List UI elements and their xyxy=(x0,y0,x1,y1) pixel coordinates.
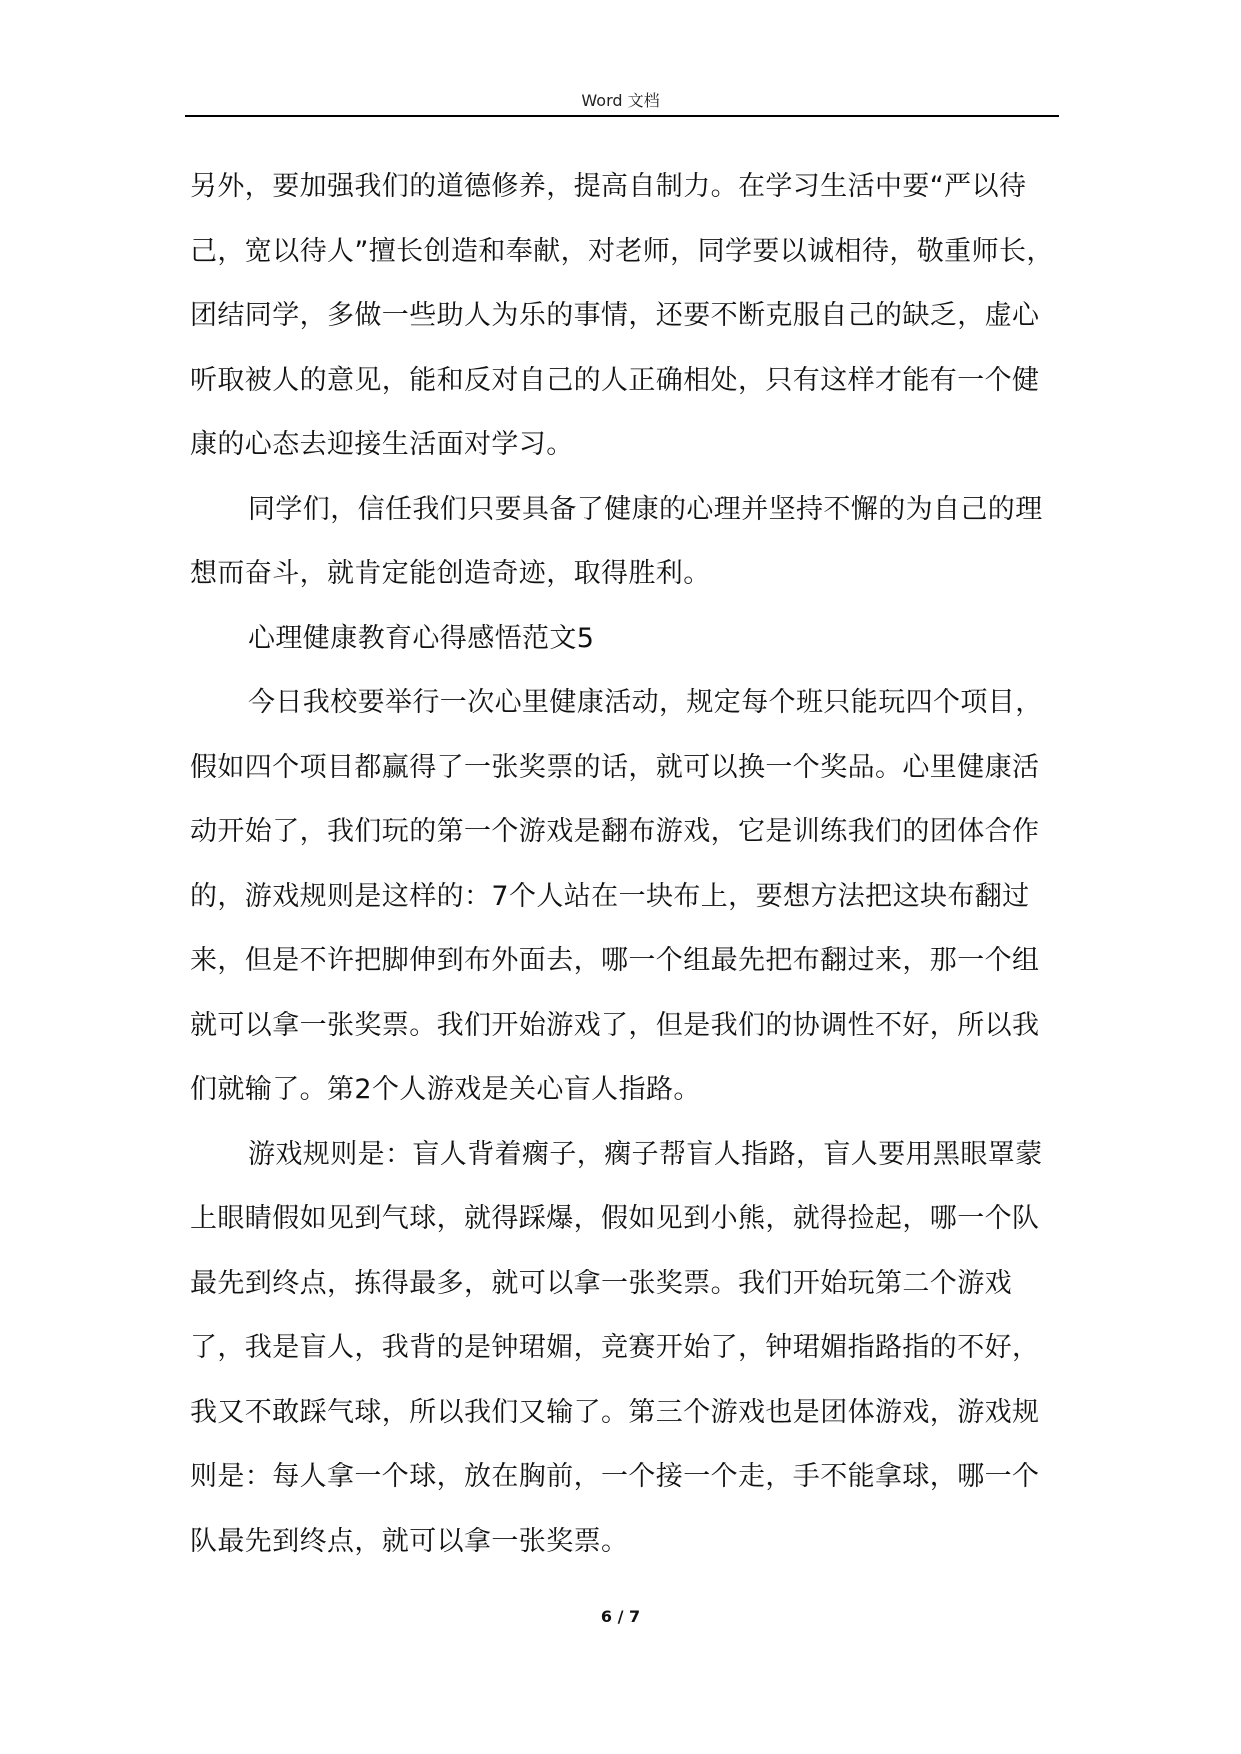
header-divider xyxy=(185,115,1059,117)
page-number: 6 / 7 xyxy=(600,1607,641,1626)
document-body xyxy=(190,155,1065,1574)
paragraph: 今日我校要举行一次心里健康活动，规定每个班只能玩四个项目，假如四个项目都赢得了一张奖票的话，就可以换一个奖品。心里健康活动开始了，我们玩的第一个游戏是翻布游戏，它是训练我们的团体合作的，游戏规则是这样的：7个人站在一块布上，要想方法把这块布翻过来，但是不许把脚伸到布外面去，哪一个组最先把布翻过来，那一个组就可以拿一张奖票。我们开始游戏了，但是我们的协调性不好，所以我们就输了。第2个人游戏是关心盲人指路。 xyxy=(190,687,1043,1105)
paragraph: 游戏规则是：盲人背着瘸子，瘸子帮盲人指路，盲人要用黑眼罩蒙上眼睛假如见到气球，就得踩爆，假如见到小熊，就得捡起，哪一个队最先到终点，拣得最多，就可以拿一张奖票。我们开始玩第二个游戏了，我是盲人，我背的是钟珺媚，竞赛开始了，钟珺媚指路指的不好，我又不敢踩气球，所以我们又输了。第三个游戏也是团体游戏，游戏规则是：每人拿一个球，放在胸前，一个接一个走，手不能拿球，哪一个队最先到终点，就可以拿一张奖票。 xyxy=(190,1138,1043,1557)
paragraph: 另外，要加强我们的道德修养，提高自制力。在学习生活中要“严以待己，宽以待人”擅长创造和奉献，对老师，同学要以诚相待，敬重师长，团结同学，多做一些助人为乐的事情，还要不断克服自己的缺乏，虚心听取被人的意见，能和反对自己的人正确相处，只有这样才能有一个健康的心态去迎接生活面对学习。 xyxy=(190,171,1054,460)
page-header: Word 文档 xyxy=(581,91,660,110)
section-heading: 心理健康教育心得感悟范文5 xyxy=(248,622,595,654)
paragraph: 同学们，信任我们只要具备了健康的心理并坚持不懈的为自己的理想而奋斗，就肯定能创造奇迹，取得胜利。 xyxy=(190,493,1043,589)
